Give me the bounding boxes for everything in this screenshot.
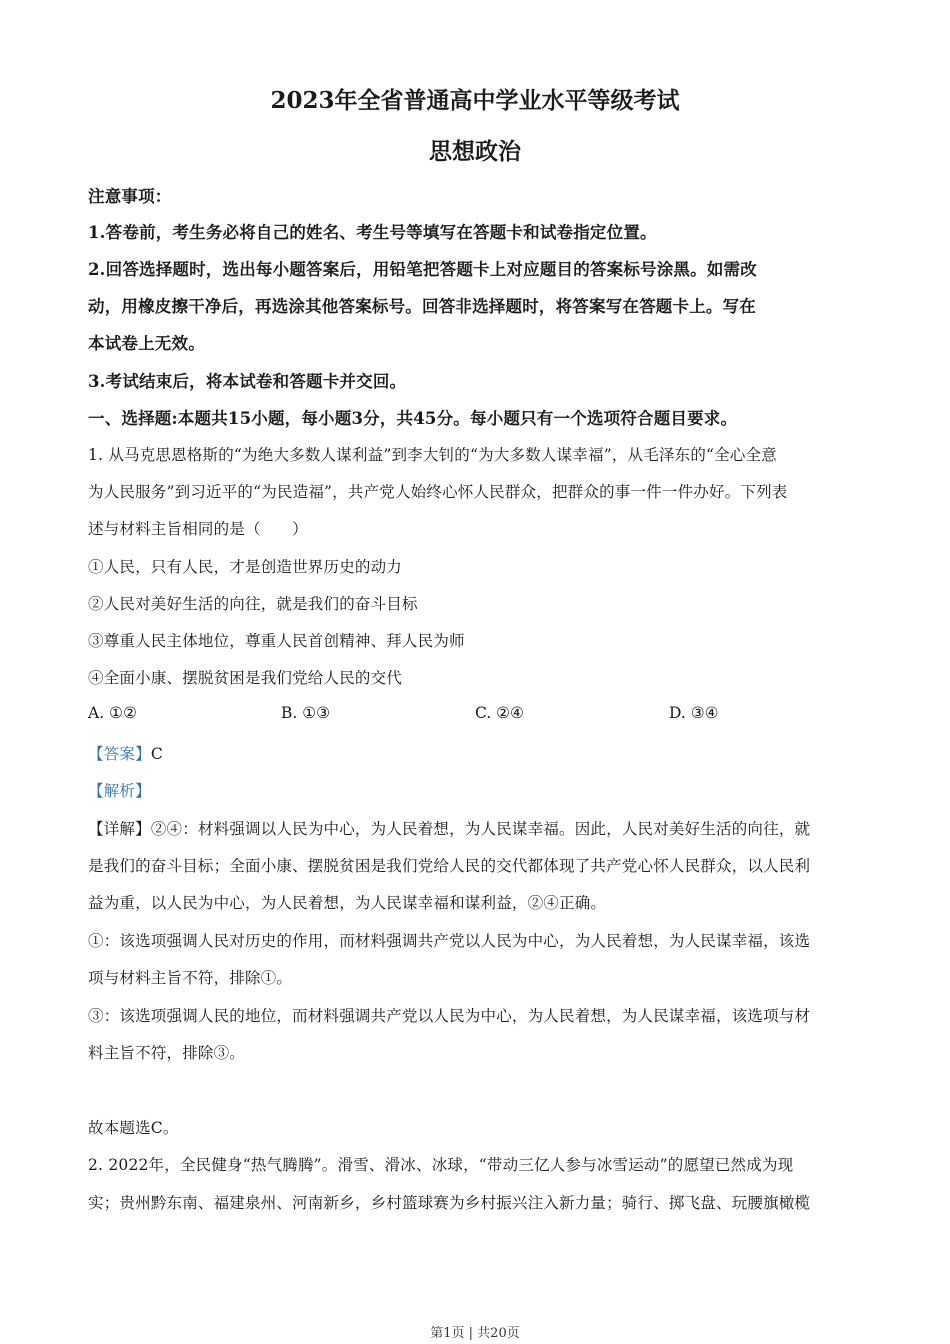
q1-detail-line-7: 料主旨不符，排除③。: [88, 1044, 246, 1062]
q1-detail-line-2: 是我们的奋斗目标；全面小康、摆脱贫困是我们党给人民的交代都体现了共产党心怀人民群众，以人民利: [88, 857, 811, 875]
notice-item-2-line-3: 本试卷上无效。: [88, 334, 205, 353]
q1-option-b: B. ①③: [281, 704, 331, 722]
q1-stem-line-2: 为人民服务”到习近平的“为民造福”，共产党人始终心怀人民群众，把群众的事一件一件办好。下列表: [88, 483, 788, 501]
q1-detail-line-6: ③：该选项强调人民的地位，而材料强调共产党以人民为中心，为人民着想，为人民谋幸福，该选项与材: [88, 1007, 811, 1025]
q1-stem-line-1: 1. 从马克思恩格斯的“为绝大多数人谋利益”到李大钊的“为大多数人谋幸福”，从毛泽东的“全心全意: [88, 446, 777, 464]
page-footer: 第1页 | 共20页: [430, 1326, 520, 1341]
q2-stem-line-1: 2. 2022年，全民健身“热气腾腾”。滑雪、滑冰、冰球，“带动三亿人参与冰雪运动”的愿望已然成为现: [88, 1156, 794, 1174]
q1-detail-line-4: ①：该选项强调人民对历史的作用，而材料强调共产党以人民为中心，为人民着想，为人民谋幸福，该选: [88, 932, 811, 950]
q1-statement-2: ②人民对美好生活的向往，就是我们的奋斗目标: [88, 595, 418, 613]
notice-item-2-line-2: 动，用橡皮擦干净后，再选涂其他答案标号。回答非选择题时，将答案写在答题卡上。写在: [88, 297, 756, 316]
answer-value: C: [150, 745, 163, 763]
notice-heading: 注意事项：: [88, 187, 172, 206]
q1-statement-3: ③尊重人民主体地位，尊重人民首创精神、拜人民为师: [88, 632, 465, 650]
detail-tag: 【详解】: [88, 820, 151, 838]
q1-conclusion: 故本题选C。: [88, 1119, 179, 1137]
exam-title: 2023年全省普通高中学业水平等级考试: [270, 87, 680, 114]
q1-option-a: A. ①②: [88, 704, 137, 722]
q1-option-c: C. ②④: [475, 704, 524, 722]
analysis-tag: 【解析】: [88, 782, 151, 800]
q1-detail-line-3: 益为重，以人民为中心，为人民着想，为人民谋幸福和谋利益，②④正确。: [88, 894, 607, 912]
q2-stem-line-2: 实；贵州黔东南、福建泉州、河南新乡，乡村篮球赛为乡村振兴注入新力量；骑行、掷飞盘、玩腰旗橄榄: [88, 1194, 811, 1212]
q1-statement-1: ①人民，只有人民，才是创造世界历史的动力: [88, 558, 403, 576]
notice-item-3: 3.考试结束后，将本试卷和答题卡并交回。: [88, 372, 407, 391]
q1-answer-row: [88, 742, 863, 764]
q1-stem-line-3: 述与材料主旨相同的是（ ）: [88, 520, 308, 538]
detail-text: ②④：材料强调以人民为中心，为人民着想，为人民谋幸福。因此，人民对美好生活的向往，就: [150, 820, 811, 838]
q1-option-d: D. ③④: [669, 704, 719, 722]
q1-detail-line-5: 项与材料主旨不符，排除①。: [88, 969, 293, 987]
q1-statement-4: ④全面小康、摆脱贫困是我们党给人民的交代: [88, 669, 403, 687]
notice-item-1: 1.答卷前，考生务必将自己的姓名、考生号等填写在答题卡和试卷指定位置。: [88, 223, 657, 242]
answer-tag: 【答案】: [88, 745, 151, 763]
q1-detail-line-1: [88, 817, 863, 839]
section-heading: 一、选择题:本题共15小题，每小题3分，共45分。每小题只有一个选项符合题目要求。: [88, 409, 738, 428]
notice-item-2-line-1: 2.回答选择题时，选出每小题答案后，用铅笔把答题卡上对应题目的答案标号涂黑。如需改: [88, 260, 757, 279]
subject-title: 思想政治: [429, 138, 521, 165]
